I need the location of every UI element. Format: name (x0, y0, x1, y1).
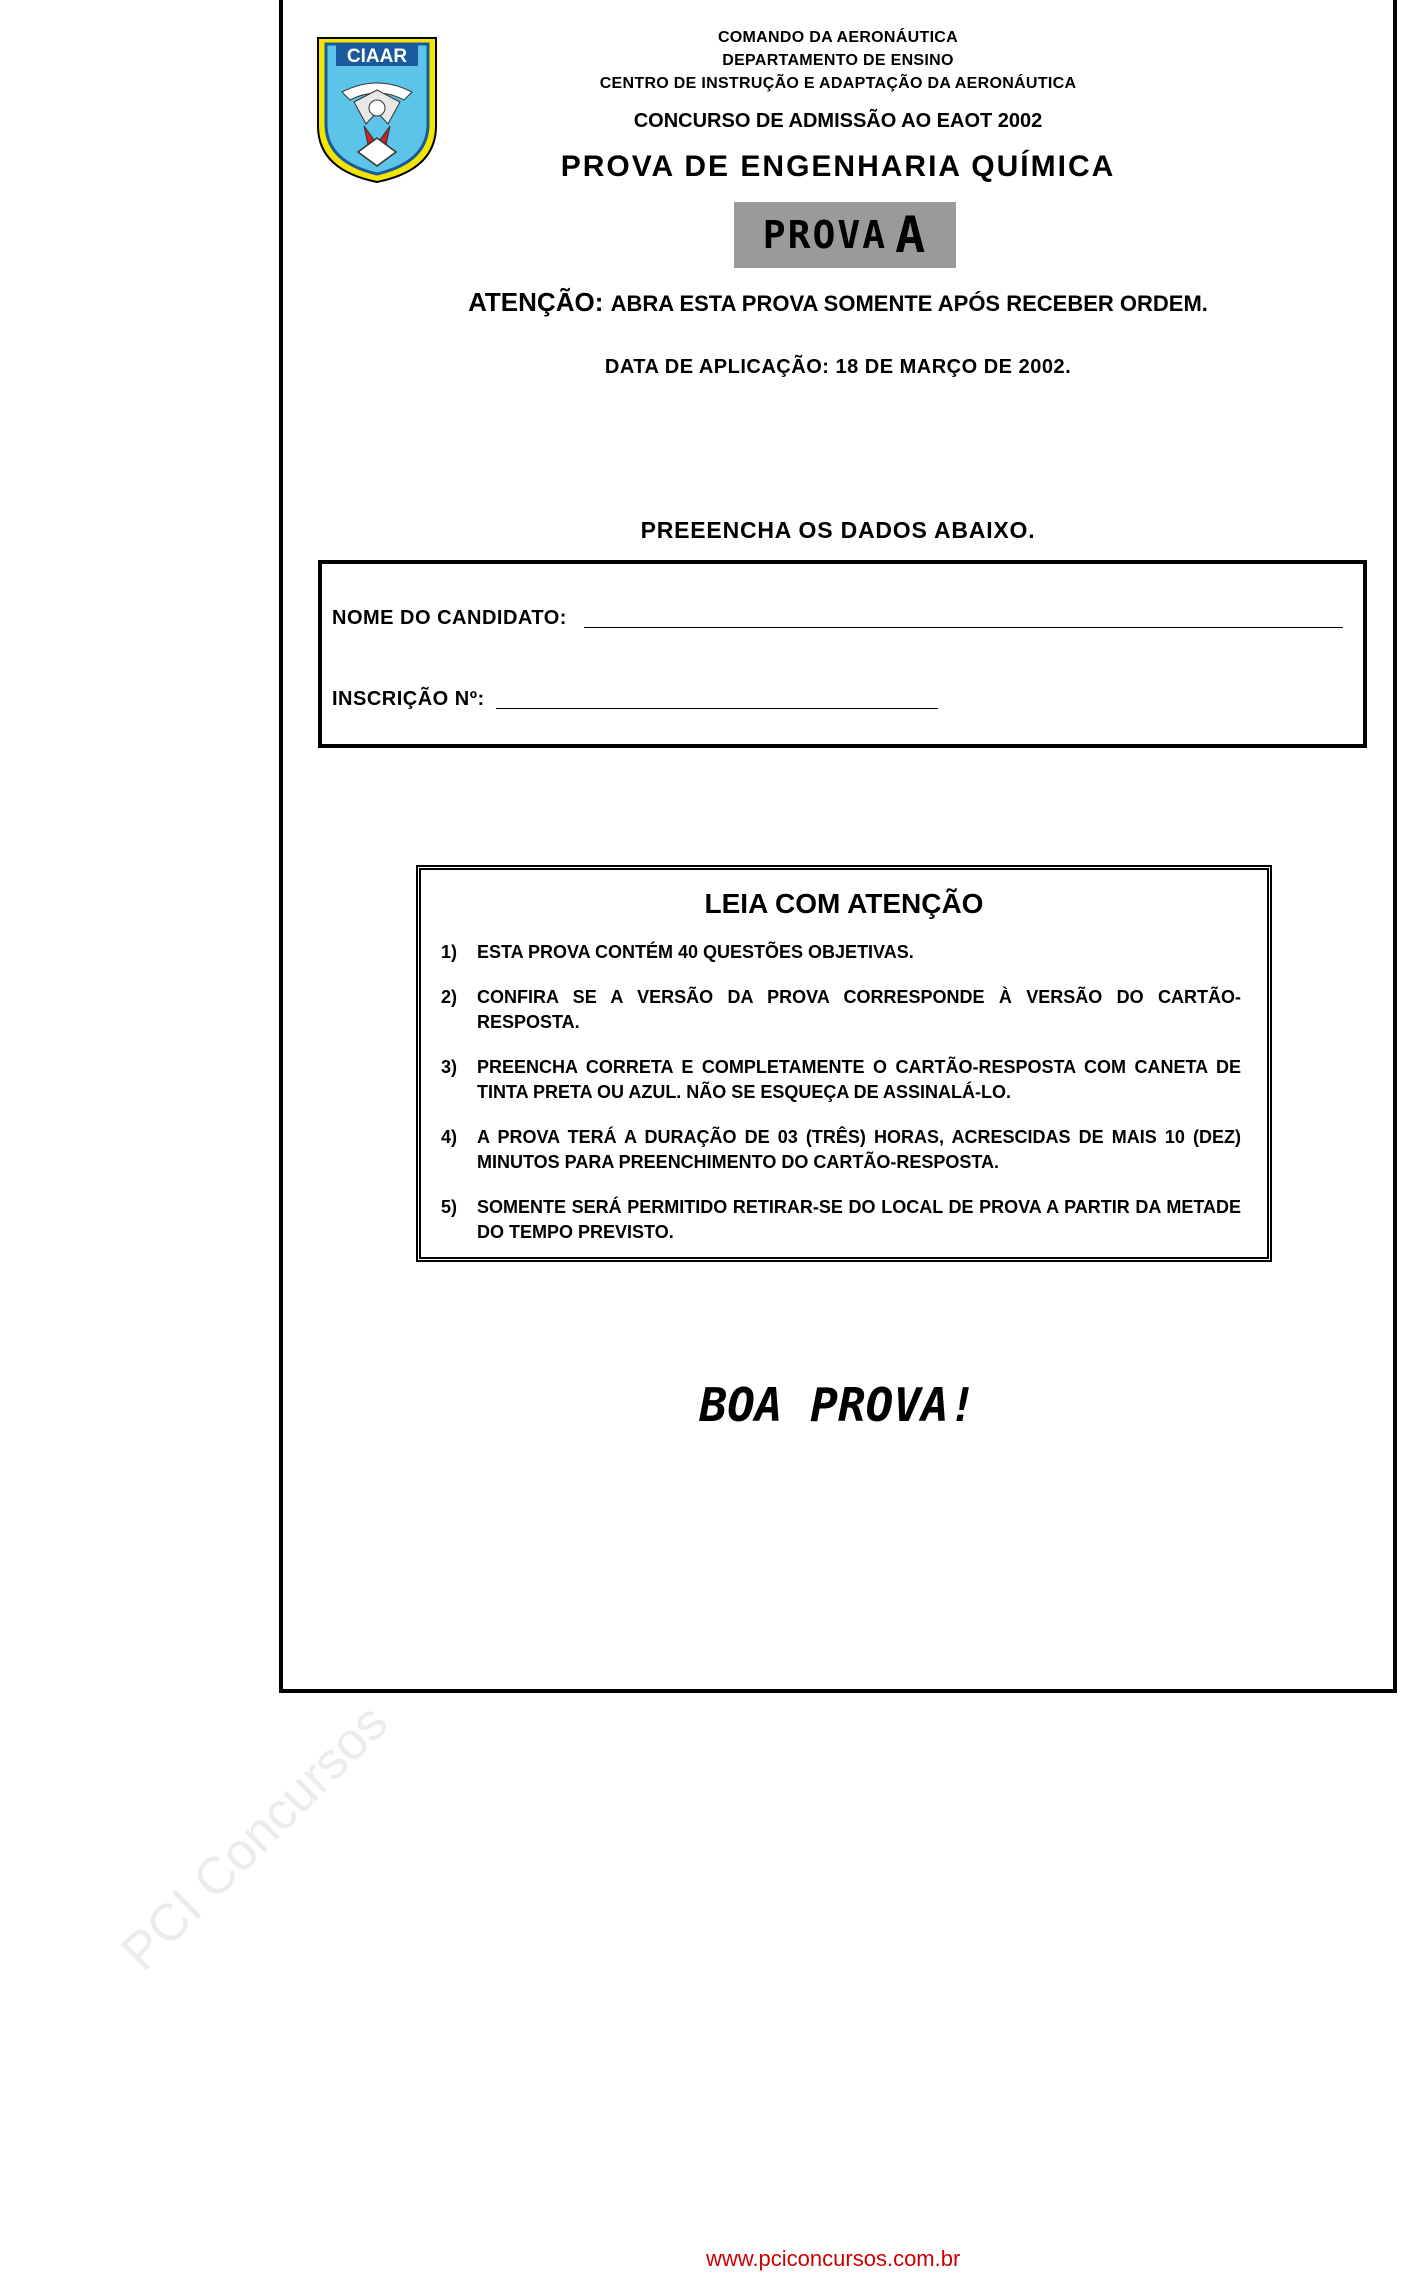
atencao-text: ABRA ESTA PROVA SOMENTE APÓS RECEBER ORDEM. (610, 291, 1208, 316)
candidate-name-field[interactable] (584, 627, 1343, 628)
instruction-item (441, 985, 1241, 1035)
date-value: 18 DE MARÇO DE 2002. (835, 356, 1072, 378)
logo-text: CIAAR (346, 46, 408, 67)
instruction-text: A PROVA TERÁ A DURAÇÃO DE 03 (TRÊS) HORAS, ACRESCIDAS DE MAIS 10 (DEZ) MINUTOS PARA PREENCHIMENTO DO CARTÃO-RESPOSTA. (477, 1127, 1241, 1172)
registration-number-field[interactable] (496, 708, 938, 709)
instructions-box (416, 865, 1272, 1262)
prova-label: PROVA (762, 213, 888, 257)
instruction-text: PREENCHA CORRETA E COMPLETAMENTE O CARTÃO-RESPOSTA COM CANETA DE TINTA PRETA OU AZUL. NÃO SE ESQUEÇA DE ASSINALÁ-LO. (477, 1057, 1241, 1102)
atencao-label: ATENÇÃO: (468, 287, 604, 317)
instruction-item (441, 1055, 1241, 1105)
instruction-number: 1) (441, 942, 458, 962)
atencao-notice (279, 287, 1397, 318)
date-label: DATA DE APLICAÇÃO: (604, 356, 830, 378)
instruction-number: 4) (441, 1127, 458, 1147)
application-date (279, 356, 1397, 379)
header-line-1: COMANDO DA AERONÁUTICA (717, 29, 959, 46)
instruction-item (441, 1195, 1241, 1245)
closing-message: BOA PROVA! (699, 1378, 977, 1432)
footer-link[interactable]: www.pciconcursos.com.br (706, 2246, 961, 2271)
instructions-title: LEIA COM ATENÇÃO (704, 888, 984, 919)
instructions-list (441, 940, 1241, 1265)
prova-letter: A (895, 206, 928, 264)
instruction-text: SOMENTE SERÁ PERMITIDO RETIRAR-SE DO LOCAL DE PROVA A PARTIR DA METADE DO TEMPO PREVISTO. (477, 1197, 1241, 1242)
form-title: PREEENCHA OS DADOS ABAIXO. (640, 517, 1036, 543)
concurso-title: CONCURSO DE ADMISSÃO AO EAOT 2002 (633, 110, 1043, 132)
prova-version (734, 202, 956, 268)
watermark: PCI Concursos (110, 1693, 399, 1982)
instruction-number: 3) (441, 1057, 458, 1077)
instruction-item (441, 1125, 1241, 1175)
header-line-2: DEPARTAMENTO DE ENSINO (722, 52, 954, 69)
instruction-number: 5) (441, 1197, 458, 1217)
instruction-number: 2) (441, 987, 458, 1007)
registration-number-label: INSCRIÇÃO Nº: (332, 688, 485, 710)
candidate-data-box (318, 560, 1367, 748)
candidate-name-label: NOME DO CANDIDATO: (332, 607, 567, 629)
instruction-text: CONFIRA SE A VERSÃO DA PROVA CORRESPONDE À VERSÃO DO CARTÃO-RESPOSTA. (477, 987, 1241, 1032)
header-line-3: CENTRO DE INSTRUÇÃO E ADAPTAÇÃO DA AERONÁUTICA (599, 75, 1077, 92)
instruction-item (441, 940, 1241, 965)
instruction-text: ESTA PROVA CONTÉM 40 QUESTÕES OBJETIVAS. (477, 942, 914, 962)
exam-title: PROVA DE ENGENHARIA QUÍMICA (560, 150, 1116, 183)
